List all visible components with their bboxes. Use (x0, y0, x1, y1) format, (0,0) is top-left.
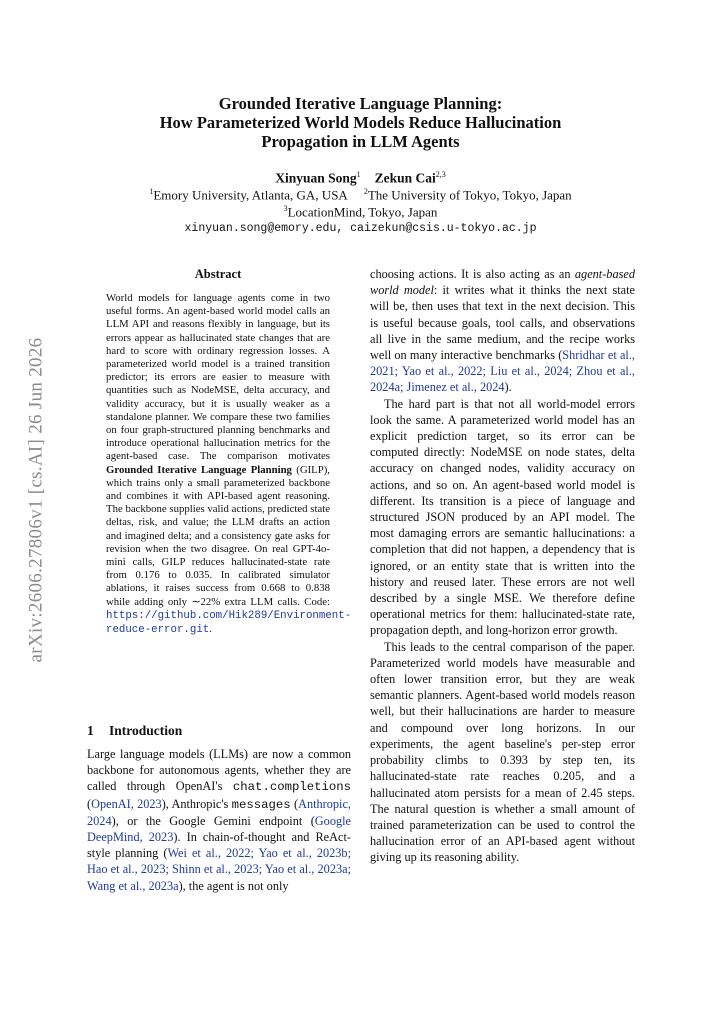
citation-link[interactable]: Wei et al., 2022; Yao et al., 2023b; Hao et al., 2023; Shinn et al., 2023; Yao et al., 2023a; Wang et al., 2023a (87, 846, 351, 893)
abstract-heading: Abstract (194, 267, 242, 281)
body-text: Large language models (LLMs) are now a common backbone for autonomous agents, whether they are called through OpenAI's (87, 747, 351, 794)
arxiv-identifier (14, 300, 58, 700)
body-text: ). In chain-of-thought and ReAct-style planning ( (87, 830, 351, 861)
abstract-text: . (209, 623, 212, 636)
body-text: ( (290, 796, 299, 811)
affiliation-mark: 1 (149, 187, 154, 196)
inline-code: chat.completions (232, 780, 351, 795)
body-text: : it writes what it thinks the next state will be, then uses that text in the next decision. This is useful because goals, tool calls, and observations all live in the same medium, and the recipe works well on many interactive benchmarks ( (370, 283, 635, 363)
abstract-body (106, 292, 352, 637)
citation-link[interactable]: OpenAI, 2023 (91, 796, 162, 811)
author-affiliation-mark: 2,3 (435, 170, 446, 179)
author-emails[interactable]: xinyuan.song@emory.edu, caizekun@csis.u-tokyo.ac.jp (184, 222, 537, 235)
intro-paragraph: The hard part is that not all world-model errors look the same. A parameterized world model has an explicit prediction target, so its error can be computed directly: NodeMSE on node states, delta accuracy on changed nodes, validity accuracy on actions, and so on. An agent-based world model is different. Its transition is a piece of language and structured JSON produced by an API model. The most damaging errors are semantic hallucinations: a completion that did not happen, a dependency that is ignored, or an entity state that is written into the history and reused later. These errors are not well described by a single MSE. We therefore define operational metrics for them: hallucinated-state rate, propagation depth, and long-horizon error growth. (370, 396, 635, 638)
body-text: ( (87, 796, 92, 811)
title-line-3: Propagation in LLM Agents (261, 132, 460, 151)
author-name: Zekun Cai (374, 170, 436, 186)
affiliation-mark: 3 (283, 204, 288, 213)
body-text: ). (504, 380, 512, 395)
author-affiliation-mark: 1 (356, 170, 361, 179)
body-text: ), Anthropic's (161, 796, 232, 811)
title-line-1: Grounded Iterative Language Planning: (218, 94, 503, 113)
arxiv-identifier-text: arXiv:2606.27806v1 [cs.AI] 26 Jun 2026 (25, 337, 46, 663)
citation-link[interactable]: Google DeepMind, 2023 (87, 813, 351, 845)
citation-link[interactable]: Shridhar et al., 2021; Yao et al., 2022; Liu et al., 2024; Zhou et al., 2024a; Jimenez et al., 2024 (370, 348, 635, 395)
citation-link[interactable]: Anthropic, 2024 (87, 796, 351, 828)
author-name: Xinyuan Song (275, 170, 357, 186)
body-text: ), or the Google Gemini endpoint ( (111, 813, 315, 828)
intro-paragraph (370, 266, 635, 396)
intro-paragraph: This leads to the central comparison of the paper. Parameterized world models have measurable and often lower transition error, but they are weak semantic planners. Agent-based world models reason well, but their hallucinations are harder to measure and compound over long horizons. In our experiments, the agent baseline's per-step error probability climbs to 0.393 by step ten, its hallucinated-state rate reaches 0.205, and a hallucinated atom persists for a mean of 2.45 steps. The natural question is whether a small amount of trained parameterization can be used to control the hallucination error of an API-based agent without giving up its reasoning ability. (370, 639, 635, 865)
method-name: Grounded Iterative Language Planning (106, 463, 292, 476)
affiliation-line (80, 187, 641, 203)
code-repository-link[interactable]: https://github.com/Hik289/Environment-reduce-error.git (106, 609, 352, 637)
emphasized-term: agent-based world model (370, 267, 635, 298)
author-list (80, 170, 641, 187)
abstract-text: World models for language agents come in two useful forms. An agent-based world model calls an LLM API and reasons flexibly in language, but its errors appear as hallucinated state changes that are hard to score with ordinary regression losses. A parameterized world model is a trained transition predictor; its errors are easier to measure with quantities such as NodeMSE, delta accuracy, and validity accuracy, but it is usually weaker as a standalone planner. We compare these two families on four graph-structured planning benchmarks and introduce operational hallucination metrics for the agent-based case. The comparison motivates (106, 292, 330, 463)
affiliation: Emory University, Atlanta, GA, USA (153, 187, 348, 203)
affiliation: The University of Tokyo, Tokyo, Japan (367, 187, 572, 203)
section-number: 1 (87, 723, 94, 738)
affiliation-mark: 2 (363, 187, 368, 196)
section-title: Introduction (109, 723, 183, 738)
body-text: choosing actions. It is also acting as an (370, 267, 575, 281)
affiliation: LocationMind, Tokyo, Japan (287, 204, 438, 220)
title-line-2: How Parameterized World Models Reduce Hallucination (159, 113, 562, 132)
abstract-text: (GILP), which trains only a small parameterized backbone and combines it with API-based agent reasoning. The backbone supplies valid actions, predicted state deltas, risk, and value; the LLM drafts an action and imagined delta; and a consistency gate asks for revision when the two disagree. On real GPT-4o-mini calls, GILP reduces hallucinated-state rate from 0.176 to 0.035. In calibrated simulator ablations, it raises success from 0.668 to 0.838 while adding only ∼22% extra LLM calls. Code: (106, 463, 330, 608)
intro-paragraph (87, 746, 351, 894)
section-heading (87, 723, 182, 739)
inline-code: messages (231, 797, 291, 812)
paper-title (80, 94, 641, 151)
right-column (370, 266, 635, 866)
body-text: ), the agent is not only (178, 878, 289, 893)
affiliation-line (80, 204, 641, 220)
